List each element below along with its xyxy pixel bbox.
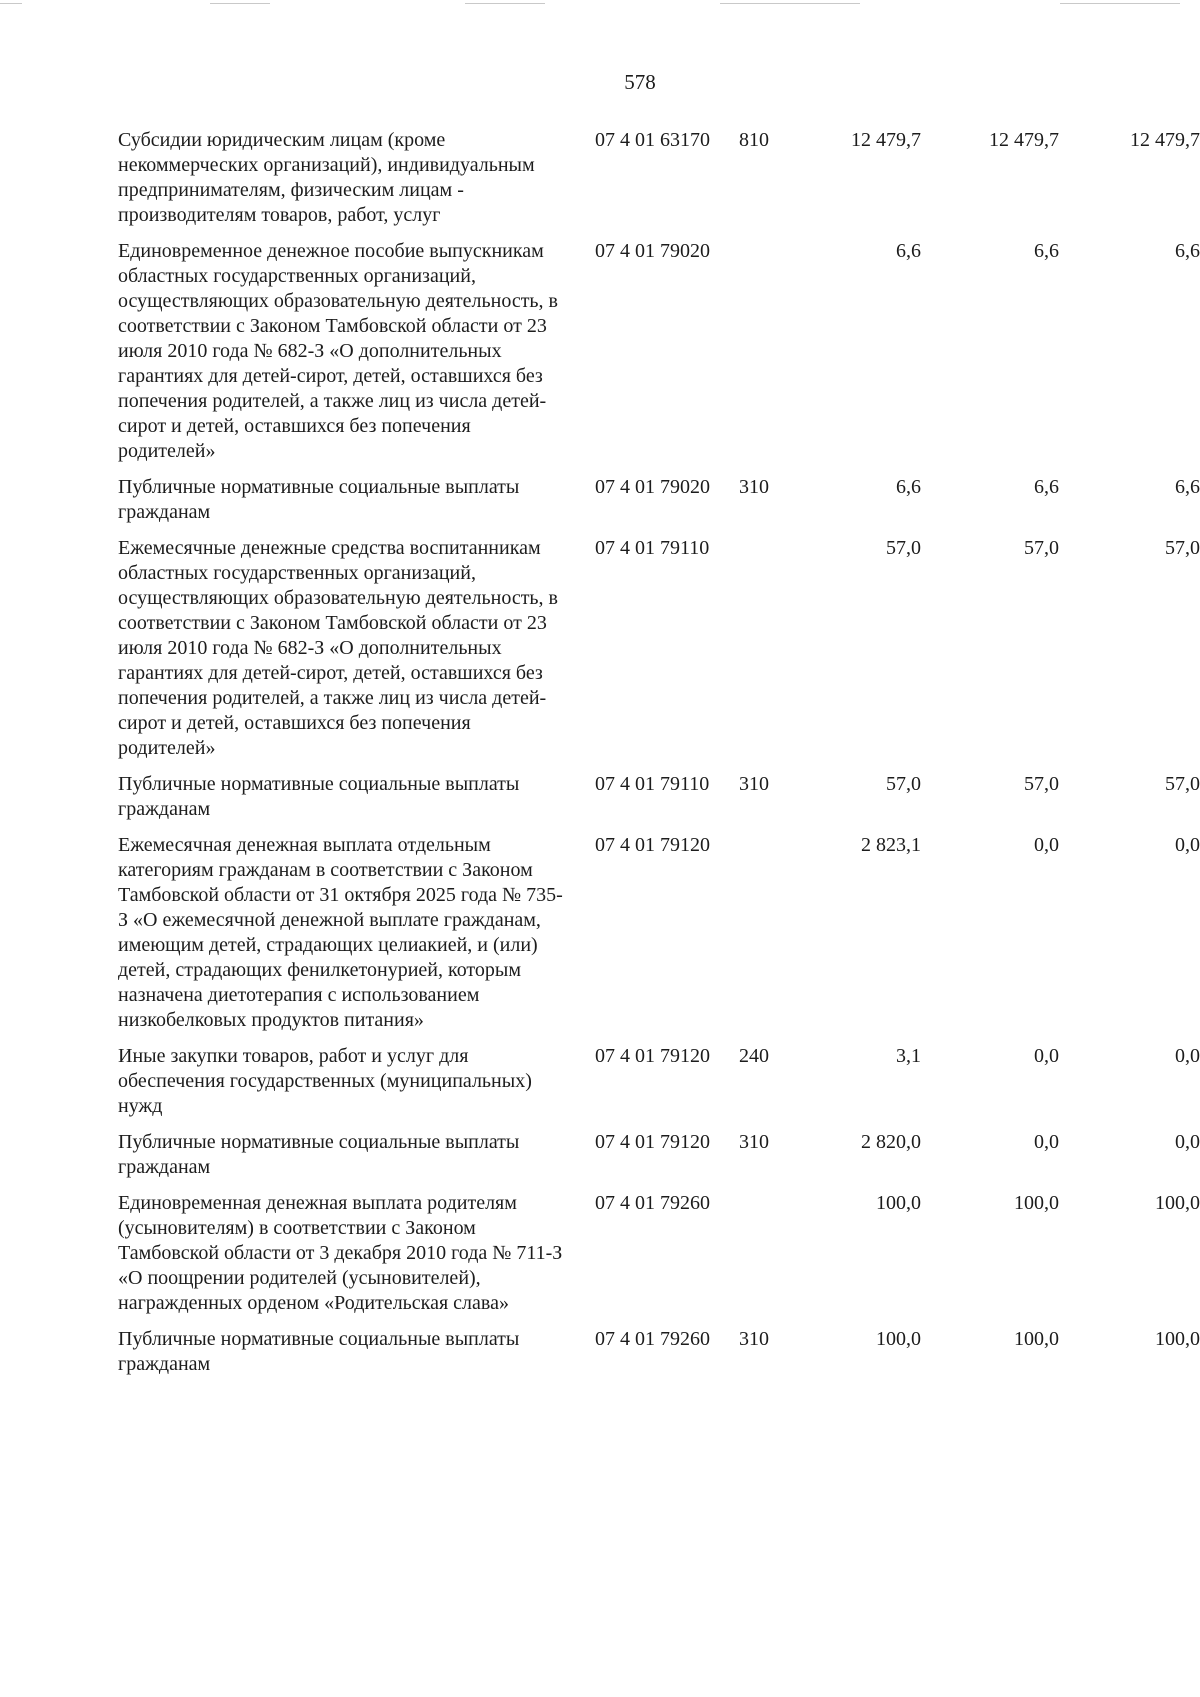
row-amount-3: 6,6 [1175,240,1200,262]
row-target-code: 07 4 01 79120 [595,1045,710,1067]
row-name: Ежемесячная денежная выплата отдельным категориям гражданам в соответствии с Законом Тамбовской области от 31 октября 2025 года № 735-З «О ежемесячной денежной выплате гражданам, имеющим детей, страдающих целиакией, и (или) детей, страдающих фенилкетонурией, которым назначена диетотерапия с использованием низкобелковых продуктов питания» [118,834,563,1031]
row-amount-2: 100,0 [1014,1192,1059,1214]
row-amount-2: 0,0 [1034,834,1059,856]
row-expense-type [731,1191,781,1327]
scan-artifact [465,3,545,4]
row-amount-3: 0,0 [1175,1045,1200,1067]
table-row [118,128,1200,239]
table-row [118,475,1200,536]
row-amount-1: 100,0 [876,1328,921,1350]
row-target-code: 07 4 01 79120 [595,834,710,856]
row-expense-type: 310 [739,1328,769,1350]
row-amount-3: 57,0 [1165,537,1200,559]
budget-table [118,128,1200,1388]
row-expense-type [731,239,781,475]
row-target-code: 07 4 01 79110 [595,773,710,795]
page-number: 578 [624,70,656,94]
row-expense-type: 310 [739,476,769,498]
row-amount-3: 0,0 [1175,834,1200,856]
table-row [118,239,1200,475]
table-row [118,1191,1200,1327]
row-target-code: 07 4 01 79020 [595,476,710,498]
row-amount-1: 6,6 [896,240,921,262]
row-amount-2: 57,0 [1024,537,1059,559]
row-expense-type [731,833,781,1044]
row-expense-type: 810 [739,129,769,151]
row-amount-2: 100,0 [1014,1328,1059,1350]
row-expense-type: 310 [739,1131,769,1153]
row-name: Единовременное денежное пособие выпускникам областных государственных организаций, осуществляющих образовательную деятельность, в соответствии с Законом Тамбовской области от 23 июля 2010 года № 682-З «О дополнительных гарантиях для детей-сирот, детей, оставшихся без попечения родителей, а также лиц из числа детей-сирот и детей, оставшихся без попечения родителей» [118,240,558,462]
row-amount-1: 57,0 [886,773,921,795]
row-amount-3: 100,0 [1155,1328,1200,1350]
table-row [118,833,1200,1044]
table-row [118,536,1200,772]
row-name: Иные закупки товаров, работ и услуг для обеспечения государственных (муниципальных) нужд [118,1045,532,1117]
row-amount-2: 0,0 [1034,1131,1059,1153]
row-target-code: 07 4 01 79110 [595,537,710,559]
row-amount-3: 6,6 [1175,476,1200,498]
row-amount-3: 12 479,7 [1130,129,1200,151]
row-amount-1: 100,0 [876,1192,921,1214]
row-amount-2: 6,6 [1034,476,1059,498]
row-name: Публичные нормативные социальные выплаты гражданам [118,773,520,820]
row-expense-type [731,536,781,772]
table-row [118,1044,1200,1130]
row-amount-2: 6,6 [1034,240,1059,262]
row-expense-type: 310 [739,773,769,795]
row-amount-2: 0,0 [1034,1045,1059,1067]
row-amount-1: 3,1 [896,1045,921,1067]
row-name: Публичные нормативные социальные выплаты гражданам [118,1328,520,1375]
row-target-code: 07 4 01 79020 [595,240,710,262]
row-target-code: 07 4 01 63170 [595,129,710,151]
row-name: Единовременная денежная выплата родителям (усыновителям) в соответствии с Законом Тамбовской области от 3 декабря 2010 года № 711-З «О поощрении родителей (усыновителей), награжденных орденом «Родительская слава» [118,1192,563,1314]
row-name: Публичные нормативные социальные выплаты гражданам [118,1131,520,1178]
table-row [118,1130,1200,1191]
scan-artifact [0,3,22,4]
row-amount-3: 57,0 [1165,773,1200,795]
row-name: Субсидии юридическим лицам (кроме некоммерческих организаций), индивидуальным предпринимателям, физическим лицам - производителям товаров, работ, услуг [118,129,535,226]
row-expense-type: 240 [739,1045,769,1067]
scan-artifact [210,3,270,4]
row-amount-2: 57,0 [1024,773,1059,795]
table-row [118,772,1200,833]
row-name: Публичные нормативные социальные выплаты гражданам [118,476,520,523]
row-amount-1: 6,6 [896,476,921,498]
row-target-code: 07 4 01 79120 [595,1131,710,1153]
scan-artifact [720,3,860,4]
row-amount-1: 2 823,1 [861,834,921,856]
scan-artifact [1060,3,1180,4]
row-amount-1: 2 820,0 [861,1131,921,1153]
row-amount-2: 12 479,7 [989,129,1059,151]
row-amount-3: 0,0 [1175,1131,1200,1153]
row-amount-1: 12 479,7 [851,129,921,151]
row-target-code: 07 4 01 79260 [595,1192,710,1214]
row-amount-3: 100,0 [1155,1192,1200,1214]
table-row [118,1327,1200,1388]
row-amount-1: 57,0 [886,537,921,559]
row-target-code: 07 4 01 79260 [595,1328,710,1350]
row-name: Ежемесячные денежные средства воспитанникам областных государственных организаций, осуществляющих образовательную деятельность, в соответствии с Законом Тамбовской области от 23 июля 2010 года № 682-З «О дополнительных гарантиях для детей-сирот, детей, оставшихся без попечения родителей, а также лиц из числа детей-сирот и детей, оставшихся без попечения родителей» [118,537,558,759]
